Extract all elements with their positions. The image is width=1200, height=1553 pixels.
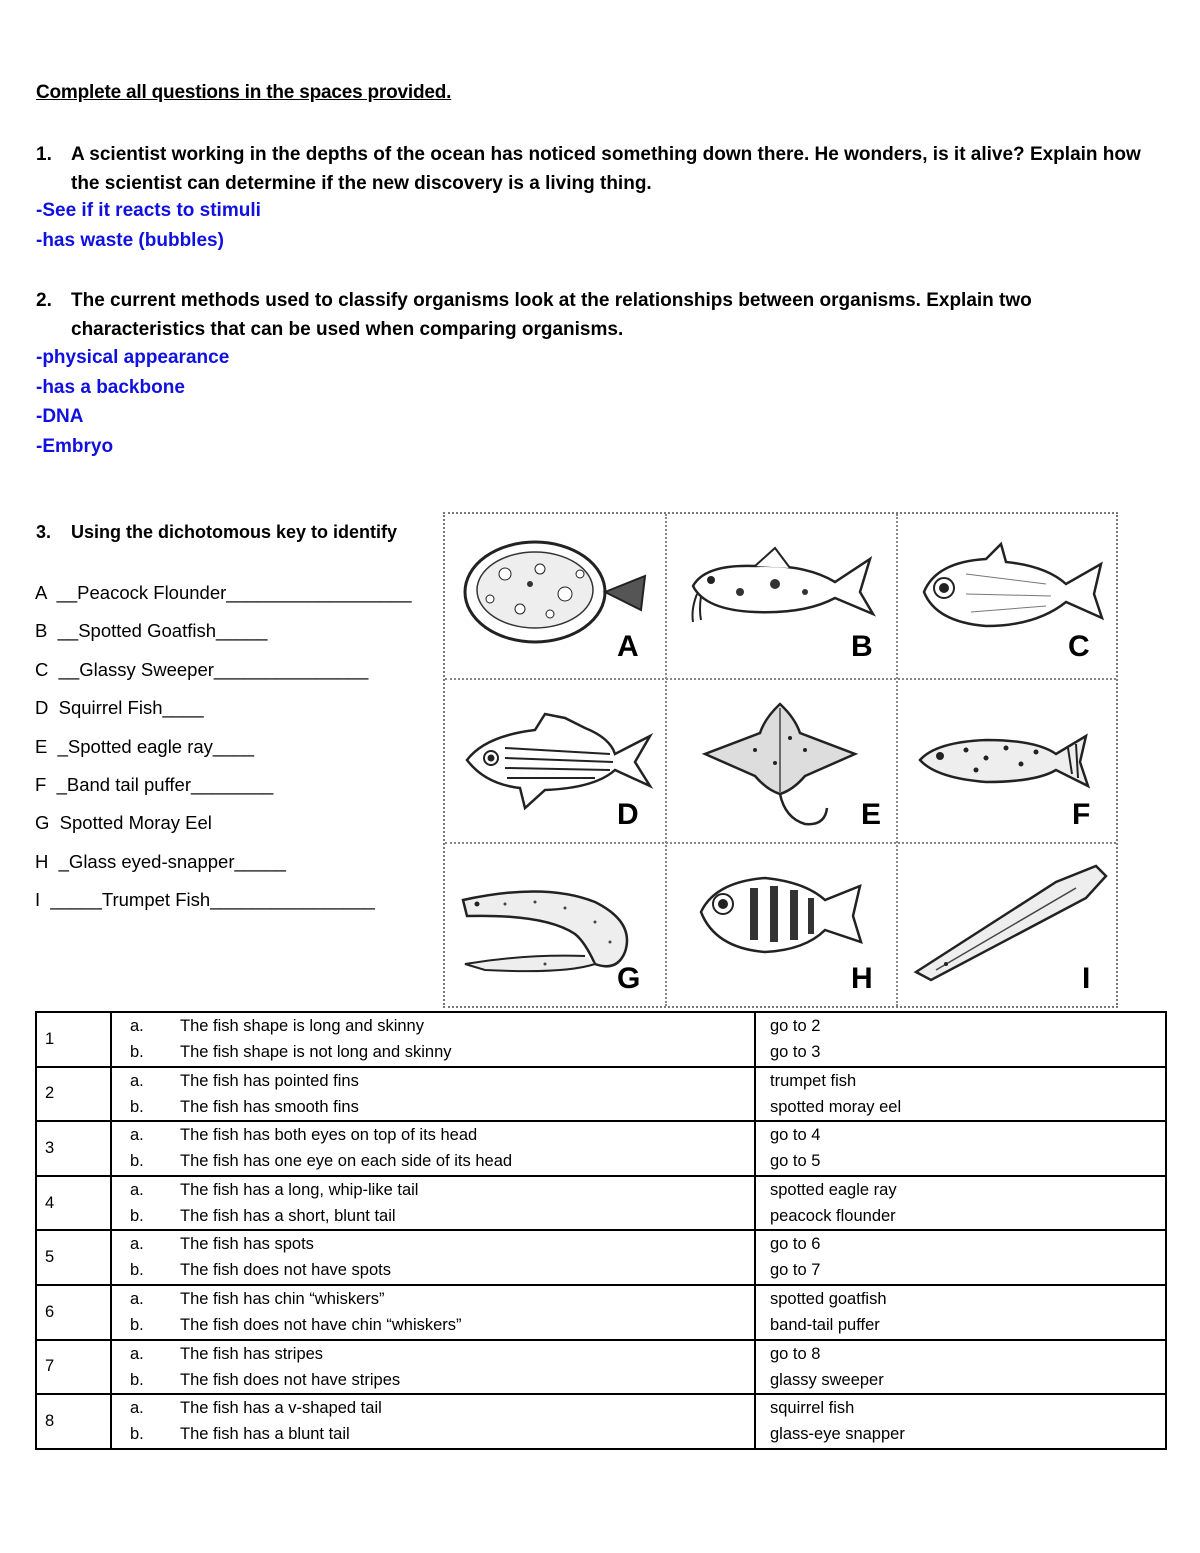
fish-e-spotted-eagle-ray bbox=[665, 678, 896, 842]
grid-letter: D bbox=[617, 798, 639, 831]
step-number: 3 bbox=[36, 1121, 111, 1176]
step-number: 2 bbox=[36, 1067, 111, 1122]
question-number: 2. bbox=[36, 290, 52, 311]
worksheet-heading: Complete all questions in the spaces provided. bbox=[36, 82, 452, 103]
grid-letter: G bbox=[617, 962, 641, 995]
step-number: 6 bbox=[36, 1285, 111, 1340]
identification-answer: H _Glass eyed-snapper_____ bbox=[35, 850, 286, 872]
answer-block-1 bbox=[36, 196, 261, 255]
step-number: 4 bbox=[36, 1176, 111, 1231]
question-text: The current methods used to classify organisms look at the relationships between organisms. Explain two characteristics that can be used when comparing organisms. bbox=[71, 290, 1032, 340]
grid-letter: I bbox=[1082, 962, 1091, 995]
question-3 bbox=[36, 522, 397, 543]
answer-line: -See if it reacts to stimuli bbox=[36, 200, 261, 221]
fish-picture-grid bbox=[443, 512, 1118, 1008]
table-row bbox=[36, 1340, 1166, 1395]
fish-c-glassy-sweeper bbox=[896, 514, 1118, 678]
fish-g-spotted-moray-eel bbox=[445, 842, 665, 1008]
step-description: a. The fish has a long, whip-like tail b. The fish has a short, blunt tail bbox=[111, 1176, 755, 1231]
identification-answer: E _Spotted eagle ray____ bbox=[35, 735, 255, 757]
step-result: go to 2 go to 3 bbox=[755, 1012, 1166, 1067]
fish-f-band-tail-puffer bbox=[896, 678, 1118, 842]
grid-letter: H bbox=[851, 962, 873, 995]
step-result: spotted eagle ray peacock flounder bbox=[755, 1176, 1166, 1231]
step-description: a. The fish has a v-shaped tail b. The fish has a blunt tail bbox=[111, 1394, 755, 1449]
answer-line: -physical appearance bbox=[36, 347, 230, 368]
grid-letter: B bbox=[851, 630, 873, 663]
identification-answer: C __Glassy Sweeper_______________ bbox=[35, 658, 369, 680]
grid-letter: E bbox=[861, 798, 882, 831]
table-row bbox=[36, 1230, 1166, 1285]
step-result: trumpet fish spotted moray eel bbox=[755, 1067, 1166, 1122]
identification-answer: I _____Trumpet Fish________________ bbox=[35, 889, 375, 911]
table-row bbox=[36, 1121, 1166, 1176]
step-number: 7 bbox=[36, 1340, 111, 1395]
fish-i-trumpet-fish bbox=[896, 842, 1118, 1008]
identification-list bbox=[35, 580, 412, 926]
grid-letter: F bbox=[1072, 798, 1091, 831]
fish-b-spotted-goatfish bbox=[665, 514, 896, 678]
question-text: Using the dichotomous key to identify bbox=[71, 522, 398, 542]
step-description: a. The fish has spots b. The fish does not have spots bbox=[111, 1230, 755, 1285]
table-row bbox=[36, 1176, 1166, 1231]
fish-d-squirrel-fish bbox=[445, 678, 665, 842]
grid-letter: C bbox=[1068, 630, 1090, 663]
step-description: a. The fish has stripes b. The fish does not have stripes bbox=[111, 1340, 755, 1395]
step-result: go to 4 go to 5 bbox=[755, 1121, 1166, 1176]
identification-answer: A __Peacock Flounder__________________ bbox=[35, 582, 412, 603]
answer-line: -Embryo bbox=[36, 435, 114, 457]
dichotomous-key-table bbox=[35, 1011, 1167, 1450]
fish-h-glass-eye-snapper bbox=[665, 842, 896, 1008]
table-row bbox=[36, 1067, 1166, 1122]
identification-answer: B __Spotted Goatfish_____ bbox=[35, 620, 268, 642]
question-text: A scientist working in the depths of the ocean has noticed something down there. He wonders, is it alive? Explain how the scientist can determine if the new discovery is a living thing. bbox=[71, 144, 1141, 194]
step-number: 1 bbox=[36, 1012, 111, 1067]
table-row bbox=[36, 1285, 1166, 1340]
fish-a-peacock-flounder bbox=[445, 514, 665, 678]
identification-answer: G Spotted Moray Eel bbox=[35, 812, 212, 834]
answer-block-2 bbox=[36, 343, 229, 461]
question-1 bbox=[36, 140, 1156, 198]
answer-line: -has waste (bubbles) bbox=[36, 229, 224, 251]
step-result: squirrel fish glass-eye snapper bbox=[755, 1394, 1166, 1449]
table-row bbox=[36, 1012, 1166, 1067]
step-description: a. The fish has both eyes on top of its head b. The fish has one eye on each side of its head bbox=[111, 1121, 755, 1176]
step-result: spotted goatfish band-tail puffer bbox=[755, 1285, 1166, 1340]
step-result: go to 6 go to 7 bbox=[755, 1230, 1166, 1285]
step-number: 8 bbox=[36, 1394, 111, 1449]
question-number: 1. bbox=[36, 144, 52, 165]
grid-letter: A bbox=[617, 630, 639, 663]
question-2 bbox=[36, 286, 1156, 344]
table-row bbox=[36, 1394, 1166, 1449]
step-result: go to 8 glassy sweeper bbox=[755, 1340, 1166, 1395]
step-description: a. The fish has pointed fins b. The fish has smooth fins bbox=[111, 1067, 755, 1122]
answer-line: -has a backbone bbox=[36, 376, 185, 398]
identification-answer: F _Band tail puffer________ bbox=[35, 773, 274, 795]
step-description: a. The fish shape is long and skinny b. The fish shape is not long and skinny bbox=[111, 1012, 755, 1067]
step-number: 5 bbox=[36, 1230, 111, 1285]
answer-line: -DNA bbox=[36, 406, 84, 427]
question-number: 3. bbox=[36, 522, 52, 542]
step-description: a. The fish has chin “whiskers” b. The fish does not have chin “whiskers” bbox=[111, 1285, 755, 1340]
identification-answer: D Squirrel Fish____ bbox=[35, 697, 204, 719]
